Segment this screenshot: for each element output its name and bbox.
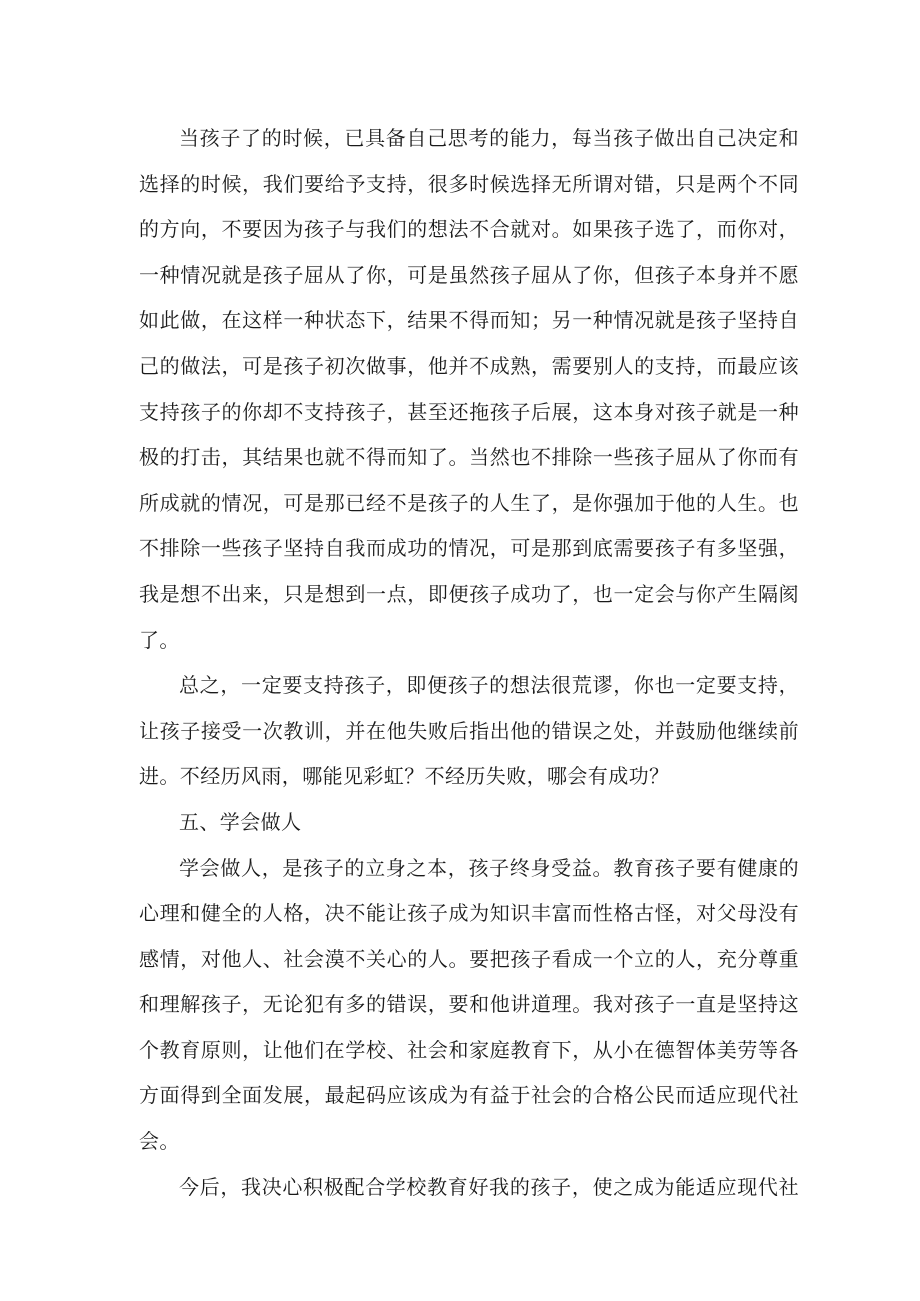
paragraph-support-choices: 当孩子了的时候，已具备自己思考的能力，每当孩子做出自己决定和选择的时候，我们要给予支持，很多时候选择无所谓对错，只是两个不同的方向，不要因为孩子与我们的想法不合就对。如果孩子选了，而你对，一种情况就是孩子屈从了你，可是虽然孩子屈从了你，但孩子本身并不愿如此做，在这样一种状态下，结果不得而知；另一种情况就是孩子坚持自己的做法，可是孩子初次做事，他并不成熟，需要别人的支持，而最应该支持孩子的你却不支持孩子，甚至还拖孩子后展，这本身对孩子就是一种极的打击，其结果也就不得而知了。当然也不排除一些孩子屈从了你而有所成就的情况，可是那已经不是孩子的人生了，是你强加于他的人生。也不排除一些孩子坚持自我而成功的情况，可是那到底需要孩子有多坚强，我是想不出来，只是想到一点，即便孩子成功了，也一定会与你产生隔阂了。 — [139, 126, 799, 652]
document-body — [139, 116, 799, 1210]
paragraph-summary: 总之，一定要支持孩子，即便孩子的想法很荒谬，你也一定要支持，让孩子接受一次教训，并在他失败后指出他的错误之处，并鼓励他继续前进。不经历风雨，哪能见彩虹？不经历失败，哪会有成功？ — [139, 673, 799, 789]
section-heading-learn-to-be-human: 五、学会做人 — [179, 809, 302, 834]
paragraph-future-resolve: 今后，我决心积极配合学校教育好我的孩子，使之成为能适应现代社 — [179, 1174, 799, 1199]
paragraph-learn-to-be-human: 学会做人，是孩子的立身之本，孩子终身受益。教育孩子要有健康的心理和健全的人格，决不能让孩子成为知识丰富而性格古怪，对父母没有感情，对他人、社会漠不关心的人。要把孩子看成一个立的人，充分尊重和理解孩子，无论犯有多的错误，要和他讲道理。我对孩子一直是坚持这个教育原则，让他们在学校、社会和家庭教育下，从小在德智体美劳等各方面得到全面发展，最起码应该成为有益于社会的合格公民而适应现代社会。 — [139, 855, 799, 1154]
